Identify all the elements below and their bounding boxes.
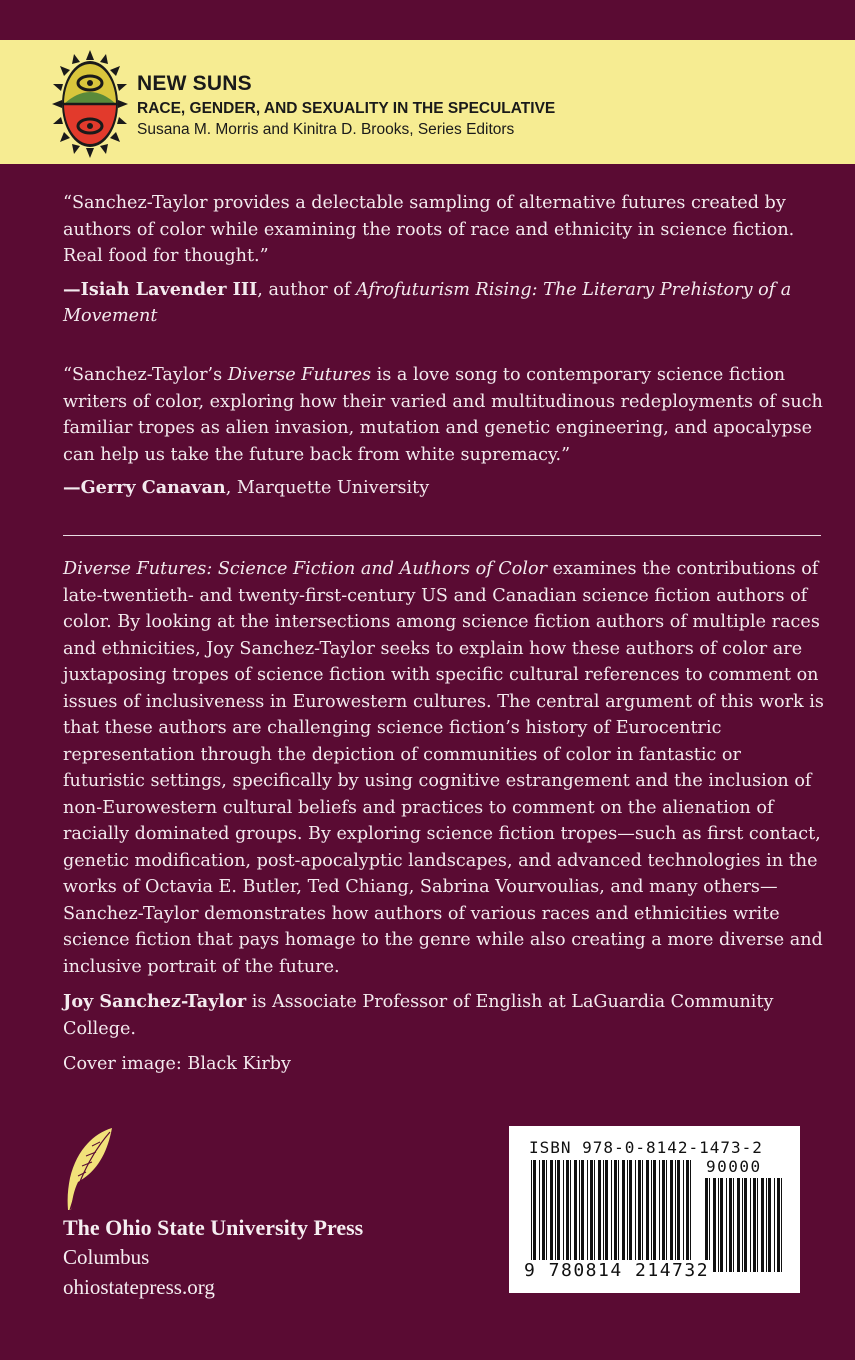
- barcode-bar: [720, 1178, 723, 1272]
- barcode-bar: [550, 1160, 553, 1272]
- barcode-bar: [594, 1160, 595, 1272]
- blurb-1: [63, 190, 828, 330]
- series-subtitle: RACE, GENDER, AND SEXUALITY IN THE SPECULATIVE: [137, 100, 556, 117]
- publisher-city: Columbus: [63, 1245, 150, 1269]
- barcode-bar: [618, 1160, 619, 1272]
- series-banner: [0, 40, 855, 164]
- top-border: [0, 0, 855, 40]
- barcode-bar: [677, 1160, 680, 1272]
- cover-credit: Cover image: Black Kirby: [63, 1054, 291, 1074]
- barcode-bar: [713, 1178, 716, 1272]
- barcode-bar: [690, 1160, 691, 1272]
- blurb-1-author: —Isiah Lavender III: [63, 278, 258, 300]
- barcode-bar: [744, 1178, 747, 1272]
- barcode-bar: [750, 1178, 751, 1272]
- barcode-bar: [709, 1178, 710, 1272]
- barcode-bar: [653, 1160, 656, 1272]
- feather-quill-icon: [62, 1126, 116, 1214]
- barcode-box: [509, 1126, 800, 1293]
- barcode-bar: [718, 1178, 719, 1272]
- barcode-bar: [638, 1160, 641, 1272]
- barcode-bar: [705, 1178, 708, 1272]
- blurb-2-quote: [63, 362, 828, 468]
- publisher-name: The Ohio State University Press: [63, 1215, 364, 1240]
- barcode-bar: [737, 1178, 740, 1272]
- barcode-bar: [627, 1160, 628, 1272]
- barcode-bar: [766, 1178, 767, 1272]
- barcode-bar: [726, 1178, 727, 1272]
- barcode-bar: [742, 1178, 743, 1272]
- blurb-2-quote-rest: is a love song to contemporary science fiction writers of color, exploring how their varied and multitudinous redeployments of such familiar tropes as alien invasion, mutation and genetic engineering, and apocalypse can help us take the future back from white supremacy.”: [63, 365, 823, 465]
- barcode-bar: [611, 1160, 612, 1272]
- barcode-bar: [670, 1160, 673, 1272]
- barcode-bar: [753, 1178, 756, 1272]
- barcode-bar: [603, 1160, 604, 1272]
- barcode-bar: [733, 1178, 734, 1272]
- barcode-bar: [557, 1160, 560, 1272]
- author-bio-name: Joy Sanchez-Taylor: [63, 991, 247, 1012]
- blurb-2: [63, 362, 828, 502]
- barcode-bar: [675, 1160, 676, 1272]
- blurb-1-affiliation-prefix: , author of: [257, 279, 356, 300]
- barcode-bar: [590, 1160, 593, 1272]
- barcode-bar: [542, 1160, 545, 1272]
- barcode-bar: [686, 1160, 689, 1272]
- barcode-bar: [555, 1160, 556, 1272]
- barcode-bar: [666, 1160, 667, 1272]
- blurb-2-book-title: Diverse Futures: [227, 365, 372, 385]
- barcode-bar: [774, 1178, 775, 1272]
- blurb-2-author: —Gerry Canavan: [63, 477, 226, 498]
- barcode-bar: [622, 1160, 625, 1272]
- barcode-bar: [614, 1160, 617, 1272]
- barcode-bar: [546, 1160, 547, 1272]
- barcode-bar: [659, 1160, 660, 1272]
- barcode-bar: [761, 1178, 764, 1272]
- publisher-url[interactable]: ohiostatepress.org: [63, 1275, 215, 1299]
- barcode-bar: [777, 1178, 780, 1272]
- author-bio: [63, 989, 828, 1042]
- ean-digits: 9 780814 214732: [521, 1260, 712, 1281]
- sun-logo-icon: [52, 50, 128, 158]
- barcode-bar: [566, 1160, 569, 1272]
- blurb-1-book-title: Afrofuturism Rising: The Literary Prehistory of a Movement: [63, 279, 792, 326]
- barcode-bar: [581, 1160, 584, 1272]
- blurb-2-affiliation: , Marquette University: [225, 478, 430, 498]
- series-editors: Susana M. Morris and Kinitra D. Brooks, Series Editors: [137, 121, 515, 138]
- barcode-bar: [605, 1160, 608, 1272]
- divider-rule: [63, 535, 821, 536]
- barcode-bar: [598, 1160, 601, 1272]
- barcode-bar: [635, 1160, 636, 1272]
- blurb-1-quote: “Sanchez-Taylor provides a delectable sampling of alternative futures created by authors of color while examining the roots of race and ethnicity in science fiction. Real food for thought.”: [63, 193, 795, 266]
- barcode-bar: [574, 1160, 577, 1272]
- description-book-title: Diverse Futures: Science Fiction and Authors of Color: [63, 559, 547, 579]
- barcode-bar: [579, 1160, 580, 1272]
- description-body: examines the contributions of late-twentieth- and twenty-first-century US and Canadian science fiction authors of color. By looking at the intersections among science fiction authors of multiple races and ethnicities, Joy Sanchez-Taylor seeks to explain how these authors of color are juxtaposing tropes of science fiction with specific cultural references to comment on issues of inclusiveness in Eurowestern cultures. The central argument of this work is that these authors are challenging science fiction’s history of Eurocentric representation through the depiction of communities of color in fantastic or futuristic settings, specifically by using cognitive estrangement and the inclusion of non-Eurowestern cultural beliefs and practices to comment on the alienation of racially dominated groups. By exploring science fiction tropes—such as first contact, genetic modification, post-apocalyptic landscapes, and advanced technologies in the works of Octavia E. Butler, Ted Chiang, Sabrina Vourvoulias, and many others—Sanchez-Taylor demonstrates how authors of various races and ethnicities write science fiction that pays homage to the genre while also creating a more diverse and inclusive portrait of the future.: [63, 559, 824, 977]
- blurb-2-quote-start: “Sanchez-Taylor’s: [63, 365, 228, 385]
- blurb-2-attribution: [63, 475, 828, 502]
- isbn-text: ISBN 978-0-8142-1473-2: [529, 1138, 763, 1157]
- barcode-bar: [729, 1178, 732, 1272]
- barcode-bar: [662, 1160, 665, 1272]
- barcode-bar: [563, 1160, 564, 1272]
- barcode-bar: [642, 1160, 643, 1272]
- barcode-bar: [531, 1160, 532, 1272]
- author-bio-text: is Associate Professor of English at LaGuardia Community College.: [63, 992, 774, 1039]
- barcode-bar: [781, 1178, 782, 1272]
- barcode-bar: [539, 1160, 540, 1272]
- barcode-bar: [629, 1160, 632, 1272]
- price-code: 90000: [706, 1157, 762, 1176]
- barcode-bar: [651, 1160, 652, 1272]
- book-description: [63, 556, 828, 1078]
- barcode-bar: [570, 1160, 571, 1272]
- barcode-bar: [768, 1178, 771, 1272]
- barcode-bar: [683, 1160, 684, 1272]
- barcode-bar: [646, 1160, 649, 1272]
- barcode-bar: [587, 1160, 588, 1272]
- blurb-1-attribution: [63, 277, 828, 330]
- barcode-bar: [533, 1160, 536, 1272]
- description-paragraph: [63, 556, 828, 980]
- series-title: NEW SUNS: [137, 72, 252, 95]
- barcode-bar: [757, 1178, 758, 1272]
